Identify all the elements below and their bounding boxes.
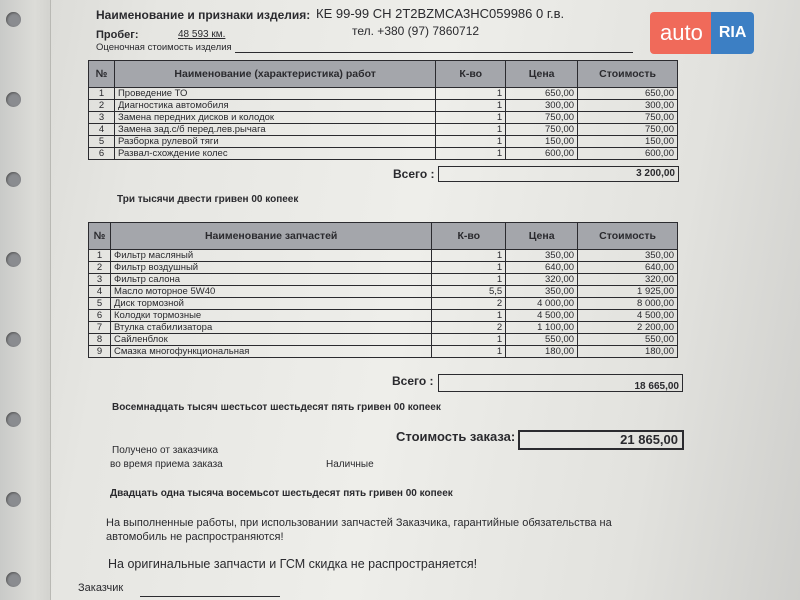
table-row	[89, 112, 678, 124]
works-table-header	[89, 61, 678, 88]
cell-price: 600,00	[506, 148, 578, 160]
watermark-ria-text: RIA	[711, 12, 755, 54]
item-label: Наименование и признаки изделия:	[96, 8, 311, 22]
cell-cost: 8 000,00	[578, 298, 678, 310]
table-row	[89, 250, 678, 262]
cell-number: 1	[89, 250, 111, 262]
mileage-label: Пробег:	[96, 29, 139, 41]
cell-price: 1 100,00	[506, 322, 578, 334]
auto-ria-watermark	[650, 12, 790, 54]
cell-price: 180,00	[506, 346, 578, 358]
cell-qty: 1	[432, 250, 506, 262]
cell-qty: 1	[436, 100, 506, 112]
cell-name: Фильтр масляный	[110, 250, 431, 262]
parts-total-label: Всего :	[392, 374, 434, 388]
cell-number: 4	[89, 286, 111, 298]
cell-cost: 1 925,00	[578, 286, 678, 298]
cell-cost: 350,00	[578, 250, 678, 262]
item-value: КЕ 99-99 СН 2T2BZMCA3HC059986 0 г.в.	[316, 6, 565, 21]
punch-hole	[6, 492, 21, 507]
cell-qty: 1	[432, 274, 506, 286]
col-header-cost: Стоимость	[578, 61, 678, 88]
cell-qty: 5,5	[432, 286, 506, 298]
punch-hole	[6, 92, 21, 107]
cell-number: 4	[89, 124, 115, 136]
cell-name: Диск тормозной	[110, 298, 431, 310]
cell-number: 3	[89, 274, 111, 286]
cell-qty: 1	[436, 148, 506, 160]
cell-qty: 1	[432, 346, 506, 358]
cell-name: Разборка рулевой тяги	[114, 136, 435, 148]
cell-price: 300,00	[506, 100, 578, 112]
parts-table-header	[89, 223, 678, 250]
cell-price: 650,00	[506, 88, 578, 100]
cell-price: 750,00	[506, 124, 578, 136]
cell-qty: 1	[432, 334, 506, 346]
watermark-auto-text: auto	[650, 12, 711, 54]
cell-qty: 1	[436, 112, 506, 124]
cell-number: 2	[89, 262, 111, 274]
cell-price: 550,00	[506, 334, 578, 346]
cell-number: 2	[89, 100, 115, 112]
table-row	[89, 124, 678, 136]
col-header-number: №	[89, 223, 111, 250]
cell-cost: 150,00	[578, 136, 678, 148]
payment-method: Наличные	[326, 459, 374, 470]
phone: тел. +380 (97) 7860712	[352, 24, 480, 38]
customer-signature-line	[140, 596, 280, 597]
discount-note: На оригинальные запчасти и ГСМ скидка не распространяется!	[108, 557, 478, 571]
table-row	[89, 286, 678, 298]
cell-name: Втулка стабилизатора	[110, 322, 431, 334]
cell-name: Проведение ТО	[114, 88, 435, 100]
cell-price: 4 000,00	[506, 298, 578, 310]
estimated-value-line	[235, 52, 633, 53]
punch-hole	[6, 412, 21, 427]
works-table	[88, 60, 678, 160]
punch-hole	[6, 332, 21, 347]
cell-number: 6	[89, 310, 111, 322]
table-row	[89, 148, 678, 160]
table-row	[89, 100, 678, 112]
cell-price: 150,00	[506, 136, 578, 148]
table-row	[89, 310, 678, 322]
cell-qty: 1	[432, 262, 506, 274]
col-header-qty: К-во	[436, 61, 506, 88]
cell-qty: 1	[436, 124, 506, 136]
mileage-value: 48 593 км.	[178, 29, 226, 40]
punch-hole	[6, 252, 21, 267]
cell-number: 3	[89, 112, 115, 124]
cell-number: 6	[89, 148, 115, 160]
cell-name: Замена передних дисков и колодок	[114, 112, 435, 124]
cell-name: Сайленблок	[110, 334, 431, 346]
cell-name: Развал-схождение колес	[114, 148, 435, 160]
table-row	[89, 298, 678, 310]
cell-number: 5	[89, 136, 115, 148]
estimated-value-label: Оценочная стоимость изделия	[96, 42, 232, 53]
table-row	[89, 322, 678, 334]
cell-qty: 1	[436, 136, 506, 148]
col-header-qty: К-во	[432, 223, 506, 250]
parts-table	[88, 222, 678, 358]
punch-hole	[6, 572, 21, 587]
punch-hole	[6, 172, 21, 187]
table-row	[89, 334, 678, 346]
customer-label: Заказчик	[78, 582, 124, 594]
cell-number: 7	[89, 322, 111, 334]
cell-name: Фильтр воздушный	[110, 262, 431, 274]
parts-total-words: Восемнадцать тысяч шестьсот шестьдесят пять гривен 00 копеек	[112, 402, 441, 413]
cell-cost: 180,00	[578, 346, 678, 358]
cell-cost: 640,00	[578, 262, 678, 274]
cell-cost: 750,00	[578, 112, 678, 124]
cell-qty: 1	[436, 88, 506, 100]
cell-number: 5	[89, 298, 111, 310]
warranty-note: На выполненные работы, при использовании запчастей Заказчика, гарантийные обязательства на автомобиль не распространяются!	[106, 517, 612, 543]
works-total-words: Три тысячи двести гривен 00 копеек	[117, 194, 299, 205]
cell-name: Колодки тормозные	[110, 310, 431, 322]
col-header-number: №	[89, 61, 115, 88]
cell-cost: 650,00	[578, 88, 678, 100]
table-row	[89, 274, 678, 286]
cell-number: 8	[89, 334, 111, 346]
cell-name: Смазка многофункциональная	[110, 346, 431, 358]
table-row	[89, 136, 678, 148]
cell-price: 750,00	[506, 112, 578, 124]
cell-price: 320,00	[506, 274, 578, 286]
punch-hole	[6, 12, 21, 27]
cell-cost: 300,00	[578, 100, 678, 112]
cell-price: 640,00	[506, 262, 578, 274]
works-total-label: Всего :	[393, 167, 435, 181]
cell-price: 350,00	[506, 286, 578, 298]
cell-qty: 1	[432, 310, 506, 322]
cell-name: Масло моторное 5W40	[110, 286, 431, 298]
table-row	[89, 262, 678, 274]
cell-cost: 750,00	[578, 124, 678, 136]
cell-qty: 2	[432, 322, 506, 334]
order-total-value: 21 865,00	[518, 430, 684, 450]
works-total-value: 3 200,00	[438, 166, 679, 182]
cell-price: 350,00	[506, 250, 578, 262]
cell-cost: 550,00	[578, 334, 678, 346]
cell-cost: 320,00	[578, 274, 678, 286]
cell-cost: 4 500,00	[578, 310, 678, 322]
col-header-name: Наименование (характеристика) работ	[114, 61, 435, 88]
col-header-cost: Стоимость	[578, 223, 678, 250]
col-header-name: Наименование запчастей	[110, 223, 431, 250]
cell-number: 1	[89, 88, 115, 100]
received-label-line2: во время приема заказа	[110, 459, 223, 470]
table-row	[89, 346, 678, 358]
sheet-protector-edge	[0, 0, 51, 600]
cell-name: Замена зад.с/б перед.лев.рычага	[114, 124, 435, 136]
order-total-words: Двадцать одна тысяча восемьсот шестьдесят пять гривен 00 копеек	[110, 488, 453, 499]
cell-name: Фильтр салона	[110, 274, 431, 286]
col-header-price: Цена	[506, 61, 578, 88]
cell-cost: 2 200,00	[578, 322, 678, 334]
cell-number: 9	[89, 346, 111, 358]
parts-total-value: 18 665,00	[438, 374, 683, 392]
col-header-price: Цена	[506, 223, 578, 250]
table-row	[89, 88, 678, 100]
order-total-label: Стоимость заказа:	[396, 429, 516, 444]
cell-cost: 600,00	[578, 148, 678, 160]
received-label-line1: Получено от заказчика	[112, 445, 219, 456]
cell-price: 4 500,00	[506, 310, 578, 322]
cell-name: Диагностика автомобиля	[114, 100, 435, 112]
cell-qty: 2	[432, 298, 506, 310]
